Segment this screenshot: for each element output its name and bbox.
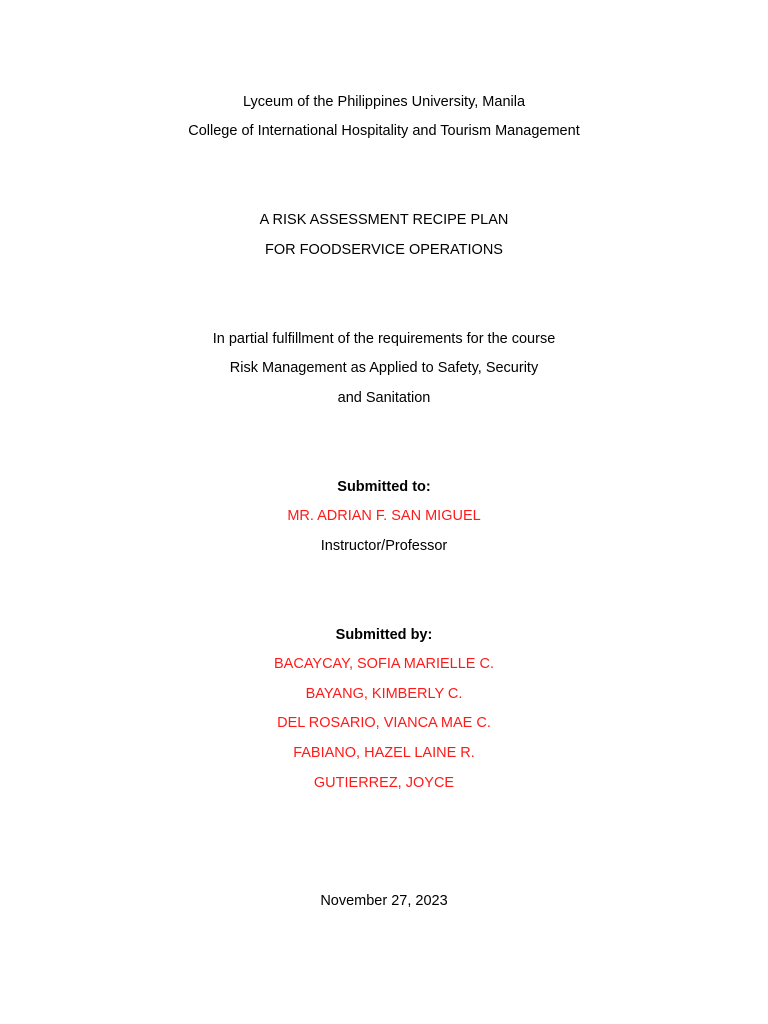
submitted-by-label: Submitted by: <box>335 627 433 643</box>
document-title-line-1: A RISK ASSESSMENT RECIPE PLAN <box>259 212 509 228</box>
author-name: FABIANO, HAZEL LAINE R. <box>293 745 475 761</box>
submitted-to-label: Submitted to: <box>337 479 431 495</box>
instructor-name: MR. ADRIAN F. SAN MIGUEL <box>287 508 481 524</box>
instructor-role: Instructor/Professor <box>320 538 448 554</box>
submission-date: November 27, 2023 <box>320 893 448 909</box>
author-name: GUTIERREZ, JOYCE <box>313 775 455 791</box>
document-title-line-2: FOR FOODSERVICE OPERATIONS <box>265 242 503 258</box>
fulfillment-line-3: and Sanitation <box>337 390 431 406</box>
fulfillment-line-1: In partial fulfillment of the requirements for the course <box>212 331 556 347</box>
university-name: Lyceum of the Philippines University, Manila <box>242 94 526 110</box>
author-name: BAYANG, KIMBERLY C. <box>305 686 463 702</box>
college-name: College of International Hospitality and Tourism Management <box>188 123 580 139</box>
author-name: DEL ROSARIO, VIANCA MAE C. <box>277 715 491 731</box>
author-name: BACAYCAY, SOFIA MARIELLE C. <box>274 656 494 672</box>
fulfillment-line-2: Risk Management as Applied to Safety, Security <box>229 360 539 376</box>
